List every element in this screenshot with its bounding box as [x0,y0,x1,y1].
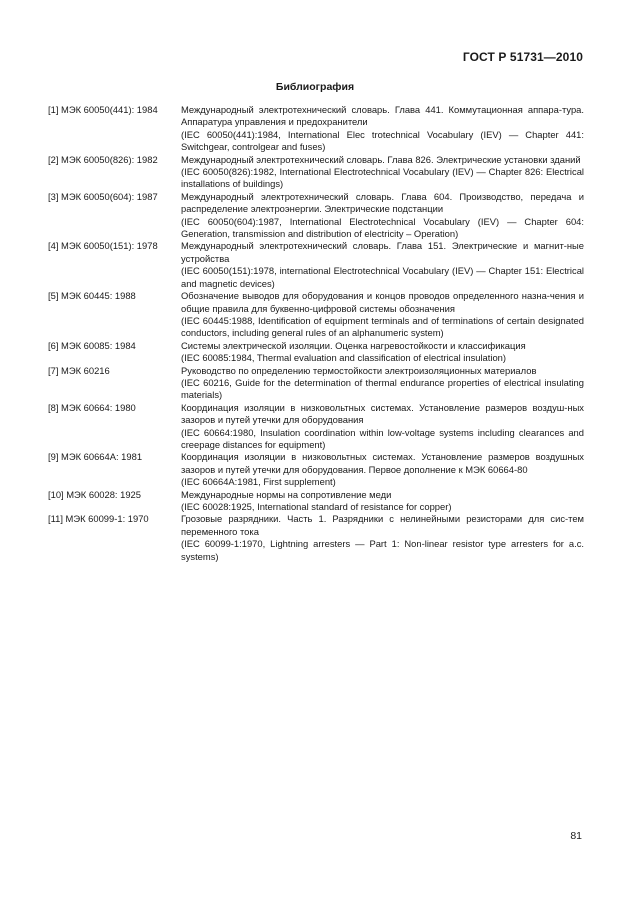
entry-russian-title: Координация изоляции в низковольтных системах. Установление размеров воздушных зазоров и путей утечки для оборудования. Первое дополнение к МЭК 60664-80 [181,451,584,475]
entry-reference: [6] МЭК 60085: 1984 [48,339,136,351]
entry-russian-title: Международный электротехнический словарь. Глава 826. Электрические установки зданий [181,153,581,165]
entry-body [181,489,584,514]
entry-english-title: (IEC 60664A:1981, First supplement) [181,476,336,488]
entry-body [181,104,584,154]
entry-russian-title: Системы электрической изоляции. Оценка нагревостойкости и классификация [181,339,526,351]
entry-russian-title: Международный электротехнический словарь. Глава 441. Коммутационная аппара-тура. Аппаратура управления и предохранители [181,104,584,128]
entry-english-title: (IEC 60050(604):1987, International Electrotechnical Vocabulary (IEV) — Chapter 604: Generation, transmission and distribution of electricity – Operation) [181,215,584,240]
entry-body [181,402,584,452]
entry-english-title: (IEC 60028:1925, International standard of resistance for copper) [181,501,452,512]
bibliography-entry [48,513,584,563]
entry-russian-title: Международный электротехнический словарь. Глава 604. Производство, передача и распределение электроэнергии. Электрические подстанции [181,190,584,215]
bibliography-entry [48,104,584,154]
bibliography-entry [48,489,584,514]
entry-russian-title: Руководство по определению термостойкости электроизоляционных материалов [181,364,537,376]
entry-body [181,451,584,488]
page-number: 81 [570,830,582,842]
entry-english-title: (IEC 60085:1984, Thermal evaluation and classification of electrical insulation) [181,352,507,364]
bibliography-entry [48,451,584,488]
bibliography-entry [48,154,584,191]
bibliography-entry [48,340,584,365]
entry-reference: [3] МЭК 60050(604): 1987 [48,190,158,202]
entry-english-title: (IEC 60050(826):1982, International Electrotechnical Vocabulary (IEV) — Chapter 826: Electrical installations of buildings) [181,166,584,190]
entry-reference: [11] МЭК 60099-1: 1970 [48,513,149,525]
entry-body [181,154,584,191]
entry-english-title: (IEC 60216, Guide for the determination of thermal endurance properties of electrical insulating materials) [181,376,584,401]
entry-body [181,513,584,563]
entry-russian-title: Международный электротехнический словарь. Глава 151. Электрические и магнит-ные устройства [181,240,584,264]
entry-body [181,290,584,340]
entry-reference: [9] МЭК 60664А: 1981 [48,451,143,463]
entry-english-title: (IEC 60050(151):1978, international Electrotechnical Vocabulary (IEV) — Chapter 151: Electrical and magnetic devices) [181,265,584,289]
entry-reference: [4] МЭК 60050(151): 1978 [48,240,158,252]
entry-russian-title: Международные нормы на сопротивление меди [181,488,392,500]
entry-russian-title: Координация изоляции в низковольтных системах. Установление размеров воздуш-ных зазоров и путей утечки для оборудования [181,401,584,426]
bibliography-entry [48,365,584,402]
bibliography-entry [48,191,584,241]
entry-body [181,240,584,290]
page-title: Библиография [275,81,355,93]
entry-english-title: (IEC 60099-1:1970, Lightning arresters — Part 1: Non-linear resistor type arresters for a.c. systems) [181,538,584,562]
entry-body [181,340,584,365]
entry-reference: [5] МЭК 60445: 1988 [48,290,136,302]
entry-reference: [2] МЭК 60050(826): 1982 [48,153,158,165]
entry-english-title: (IEC 60664:1980, Insulation coordination within low-voltage systems including clearances and creepage distances for equipment) [181,426,584,450]
entry-english-title: (IEC 60050(441):1984, International Elec trotechnical Vocabulary (IEV) — Chapter 441: Switchgear, controlgear and fuses) [181,128,584,153]
entry-reference: [8] МЭК 60664: 1980 [48,401,136,413]
entry-reference: [7] МЭК 60216 [48,364,110,376]
entry-reference: [10] МЭК 60028: 1925 [48,488,141,500]
bibliography-entry [48,402,584,452]
entry-body [181,365,584,402]
entry-english-title: (IEC 60445:1988, Identification of equipment terminals and of terminations of certain designated conductors, including general rules of an alphanumeric system) [181,314,584,339]
entry-body [181,191,584,241]
entry-russian-title: Обозначение выводов для оборудования и концов проводов определенного назна-чения и общие правила для буквенно-цифровой системы обозначения [181,290,584,314]
bibliography-entry [48,240,584,290]
bibliography-entry [48,290,584,340]
entry-russian-title: Грозовые разрядники. Часть 1. Разрядники с нелинейными резисторами для сис-тем переменного тока [181,513,584,537]
bibliography-list [48,104,584,563]
entry-reference: [1] МЭК 60050(441): 1984 [48,104,158,115]
document-code: ГОСТ Р 51731—2010 [462,50,583,64]
